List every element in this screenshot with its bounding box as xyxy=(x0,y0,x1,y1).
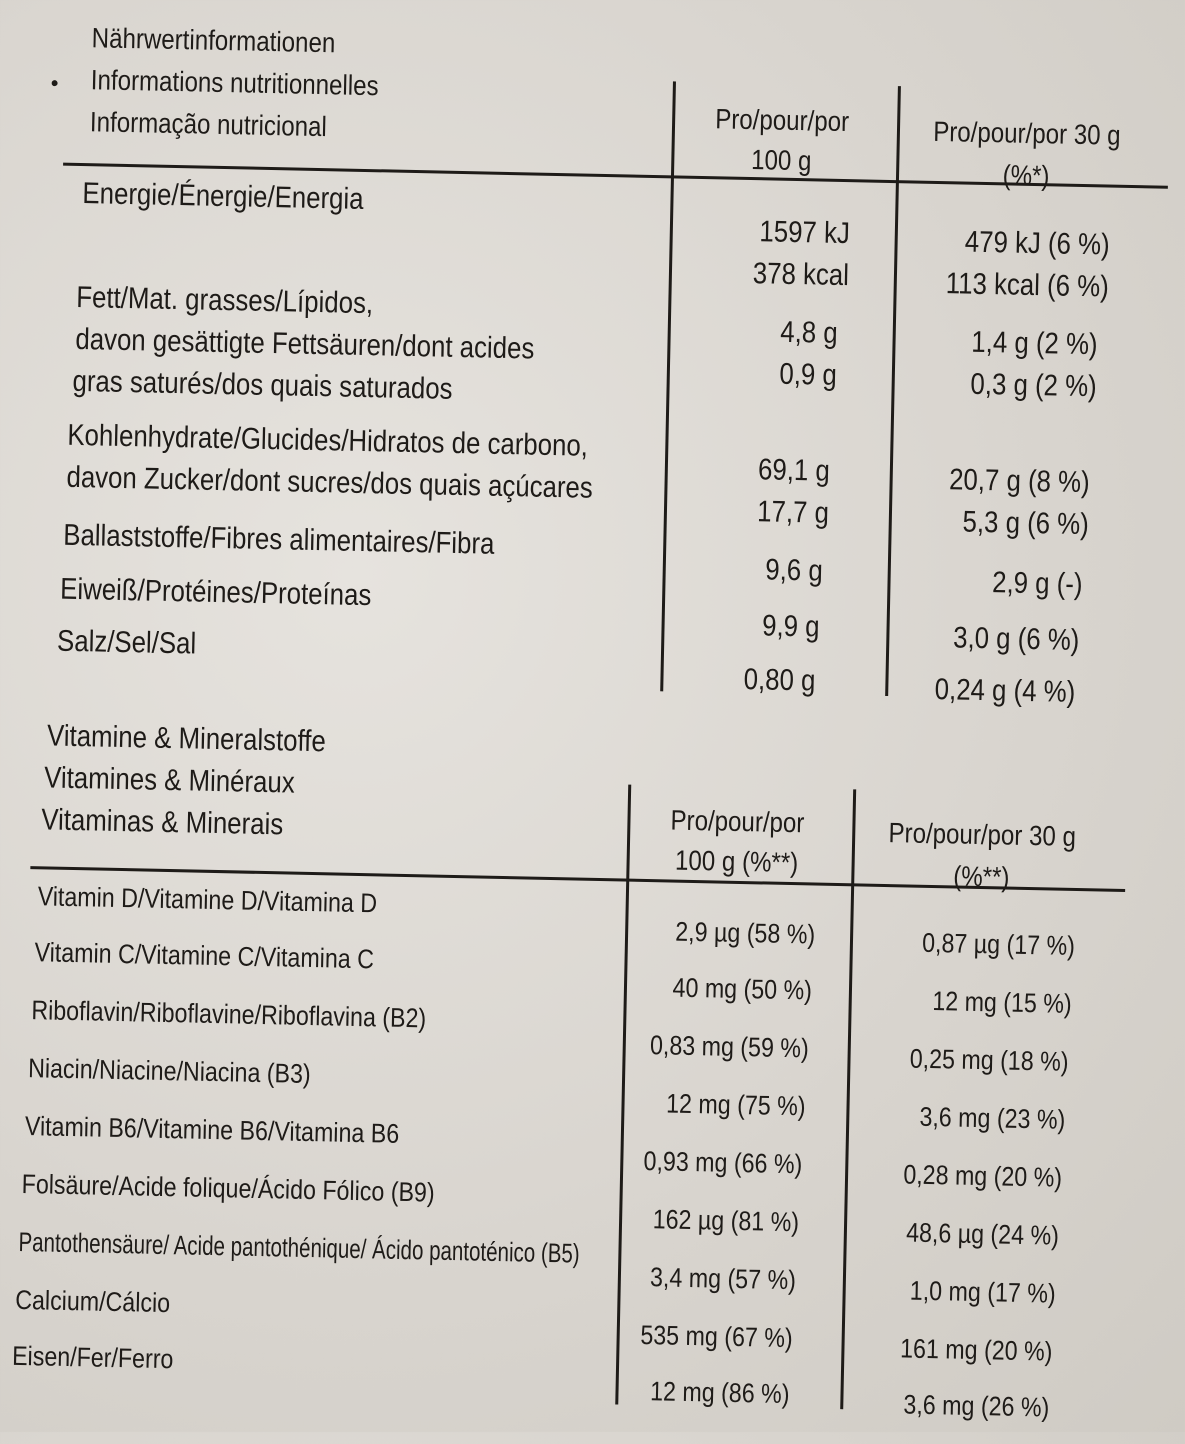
row-carbs-30g: 20,7 g (8 %) xyxy=(948,463,1091,500)
vit-row-30g: 12 mg (15 %) xyxy=(932,986,1073,1019)
nutrition-title-pt: Informação nutricional xyxy=(89,106,328,143)
vit-row-100g: 535 mg (67 %) xyxy=(640,1319,793,1354)
vit-col-100g-header-line1: Pro/pour/por xyxy=(670,804,805,839)
row-fat-30g: 1,4 g (2 %) xyxy=(971,325,1098,362)
row-fat-label-2: davon gesättigte Fettsäuren/dont acides xyxy=(75,322,535,366)
row-salt-100g: 0,80 g xyxy=(743,663,816,698)
vit-row-100g: 40 mg (50 %) xyxy=(672,972,813,1006)
row-energy-100g-kcal: 378 kcal xyxy=(752,257,850,293)
row-protein-label: Eiweiß/Protéines/Proteínas xyxy=(59,572,372,613)
nutrition-col-divider-2 xyxy=(885,86,901,696)
row-protein-100g: 9,9 g xyxy=(761,609,820,644)
vitamins-title-de: Vitamine & Mineralstoffe xyxy=(46,719,327,759)
vit-row-30g: 0,28 mg (20 %) xyxy=(903,1159,1063,1193)
vit-row-30g: 3,6 mg (26 %) xyxy=(903,1389,1050,1423)
vit-row-30g: 0,25 mg (18 %) xyxy=(909,1043,1069,1077)
vit-row-label: Vitamin B6/Vitamine B6/Vitamina B6 xyxy=(24,1111,400,1149)
row-fat-label-1: Fett/Mat. grasses/Lípidos, xyxy=(75,280,374,321)
vit-row-100g: 12 mg (75 %) xyxy=(665,1088,806,1122)
vit-row-100g: 162 µg (81 %) xyxy=(652,1204,800,1238)
row-carbs-label-1: Kohlenhydrate/Glucides/Hidratos de carbono, xyxy=(67,418,589,463)
vit-row-label: Niacin/Niacine/Niacina (B3) xyxy=(27,1053,312,1090)
row-sugar-100g: 17,7 g xyxy=(756,495,830,530)
vit-row-label: Eisen/Fer/Ferro xyxy=(11,1340,174,1375)
vit-row-100g: 3,4 mg (57 %) xyxy=(649,1262,797,1296)
vit-row-label: Riboflavin/Riboflavine/Riboflavina (B2) xyxy=(31,995,427,1034)
vit-row-30g: 3,6 mg (23 %) xyxy=(919,1101,1066,1135)
vit-row-100g: 0,93 mg (66 %) xyxy=(643,1146,803,1180)
row-fat-label-3: gras saturés/dos quais saturados xyxy=(72,364,453,406)
row-carbs-100g: 69,1 g xyxy=(757,453,831,488)
row-fibre-label: Ballaststoffe/Fibres alimentaires/Fibra xyxy=(62,518,495,561)
row-energy-label: Energie/Énergie/Energia xyxy=(82,177,364,216)
vitamins-title-pt: Vitaminas & Minerais xyxy=(41,803,284,842)
vit-row-label: Vitamin C/Vitamine C/Vitamina C xyxy=(34,937,375,975)
vit-row-label: Vitamin D/Vitamine D/Vitamina D xyxy=(37,881,378,919)
vit-row-label: Calcium/Cálcio xyxy=(14,1284,171,1319)
vit-row-label: Folsäure/Acide folique/Ácido Fólico (B9) xyxy=(21,1168,435,1208)
nutrition-title-fr: Informations nutritionnelles xyxy=(90,64,379,102)
col-100g-header-line2: 100 g xyxy=(750,144,812,177)
row-fibre-100g: 9,6 g xyxy=(765,553,824,588)
nutrition-title-de: Nährwertinformationen xyxy=(91,22,336,59)
row-energy-30g-kcal: 113 kcal (6 %) xyxy=(945,267,1110,304)
row-energy-100g-kj: 1597 kJ xyxy=(759,215,851,251)
row-sat-fat-30g: 0,3 g (2 %) xyxy=(970,367,1098,404)
vit-row-30g: 1,0 mg (17 %) xyxy=(909,1275,1056,1309)
vit-col-30g-header-line1: Pro/pour/por 30 g xyxy=(888,817,1077,852)
col-100g-header-line1: Pro/pour/por xyxy=(714,103,850,138)
vitamins-title-fr: Vitamines & Minéraux xyxy=(43,761,296,800)
vit-row-100g: 2,9 µg (58 %) xyxy=(674,916,816,950)
col-30g-header-line2: (%*) xyxy=(1002,159,1050,192)
row-carbs-label-2: davon Zucker/dont sucres/dos quais açúcares xyxy=(66,460,594,505)
row-salt-label: Salz/Sel/Sal xyxy=(56,624,197,661)
bullet-mark: • xyxy=(50,70,59,96)
vit-col-100g-header-line2: 100 g (%**) xyxy=(674,844,799,879)
vit-row-30g: 48,6 µg (24 %) xyxy=(905,1217,1060,1251)
row-fat-100g: 4,8 g xyxy=(780,315,839,350)
row-protein-30g: 3,0 g (6 %) xyxy=(952,621,1080,658)
vit-col-30g-header-line2: (%**) xyxy=(952,860,1010,893)
row-salt-30g: 0,24 g (4 %) xyxy=(934,673,1076,709)
row-energy-30g-kj: 479 kJ (6 %) xyxy=(964,225,1110,262)
row-sat-fat-100g: 0,9 g xyxy=(779,357,838,392)
row-sugar-30g: 5,3 g (6 %) xyxy=(962,505,1090,542)
vit-row-30g: 161 mg (20 %) xyxy=(899,1333,1053,1367)
col-30g-header-line1: Pro/pour/por 30 g xyxy=(932,115,1121,151)
row-fibre-30g: 2,9 g (-) xyxy=(991,566,1083,602)
vit-row-100g: 0,83 mg (59 %) xyxy=(649,1030,810,1064)
vit-row-label: Pantothensäure/ Acide pantothénique/ Ácido pantoténico (B5) xyxy=(18,1226,581,1269)
vit-row-100g: 12 mg (86 %) xyxy=(649,1376,790,1410)
vit-row-30g: 0,87 µg (17 %) xyxy=(921,927,1076,961)
